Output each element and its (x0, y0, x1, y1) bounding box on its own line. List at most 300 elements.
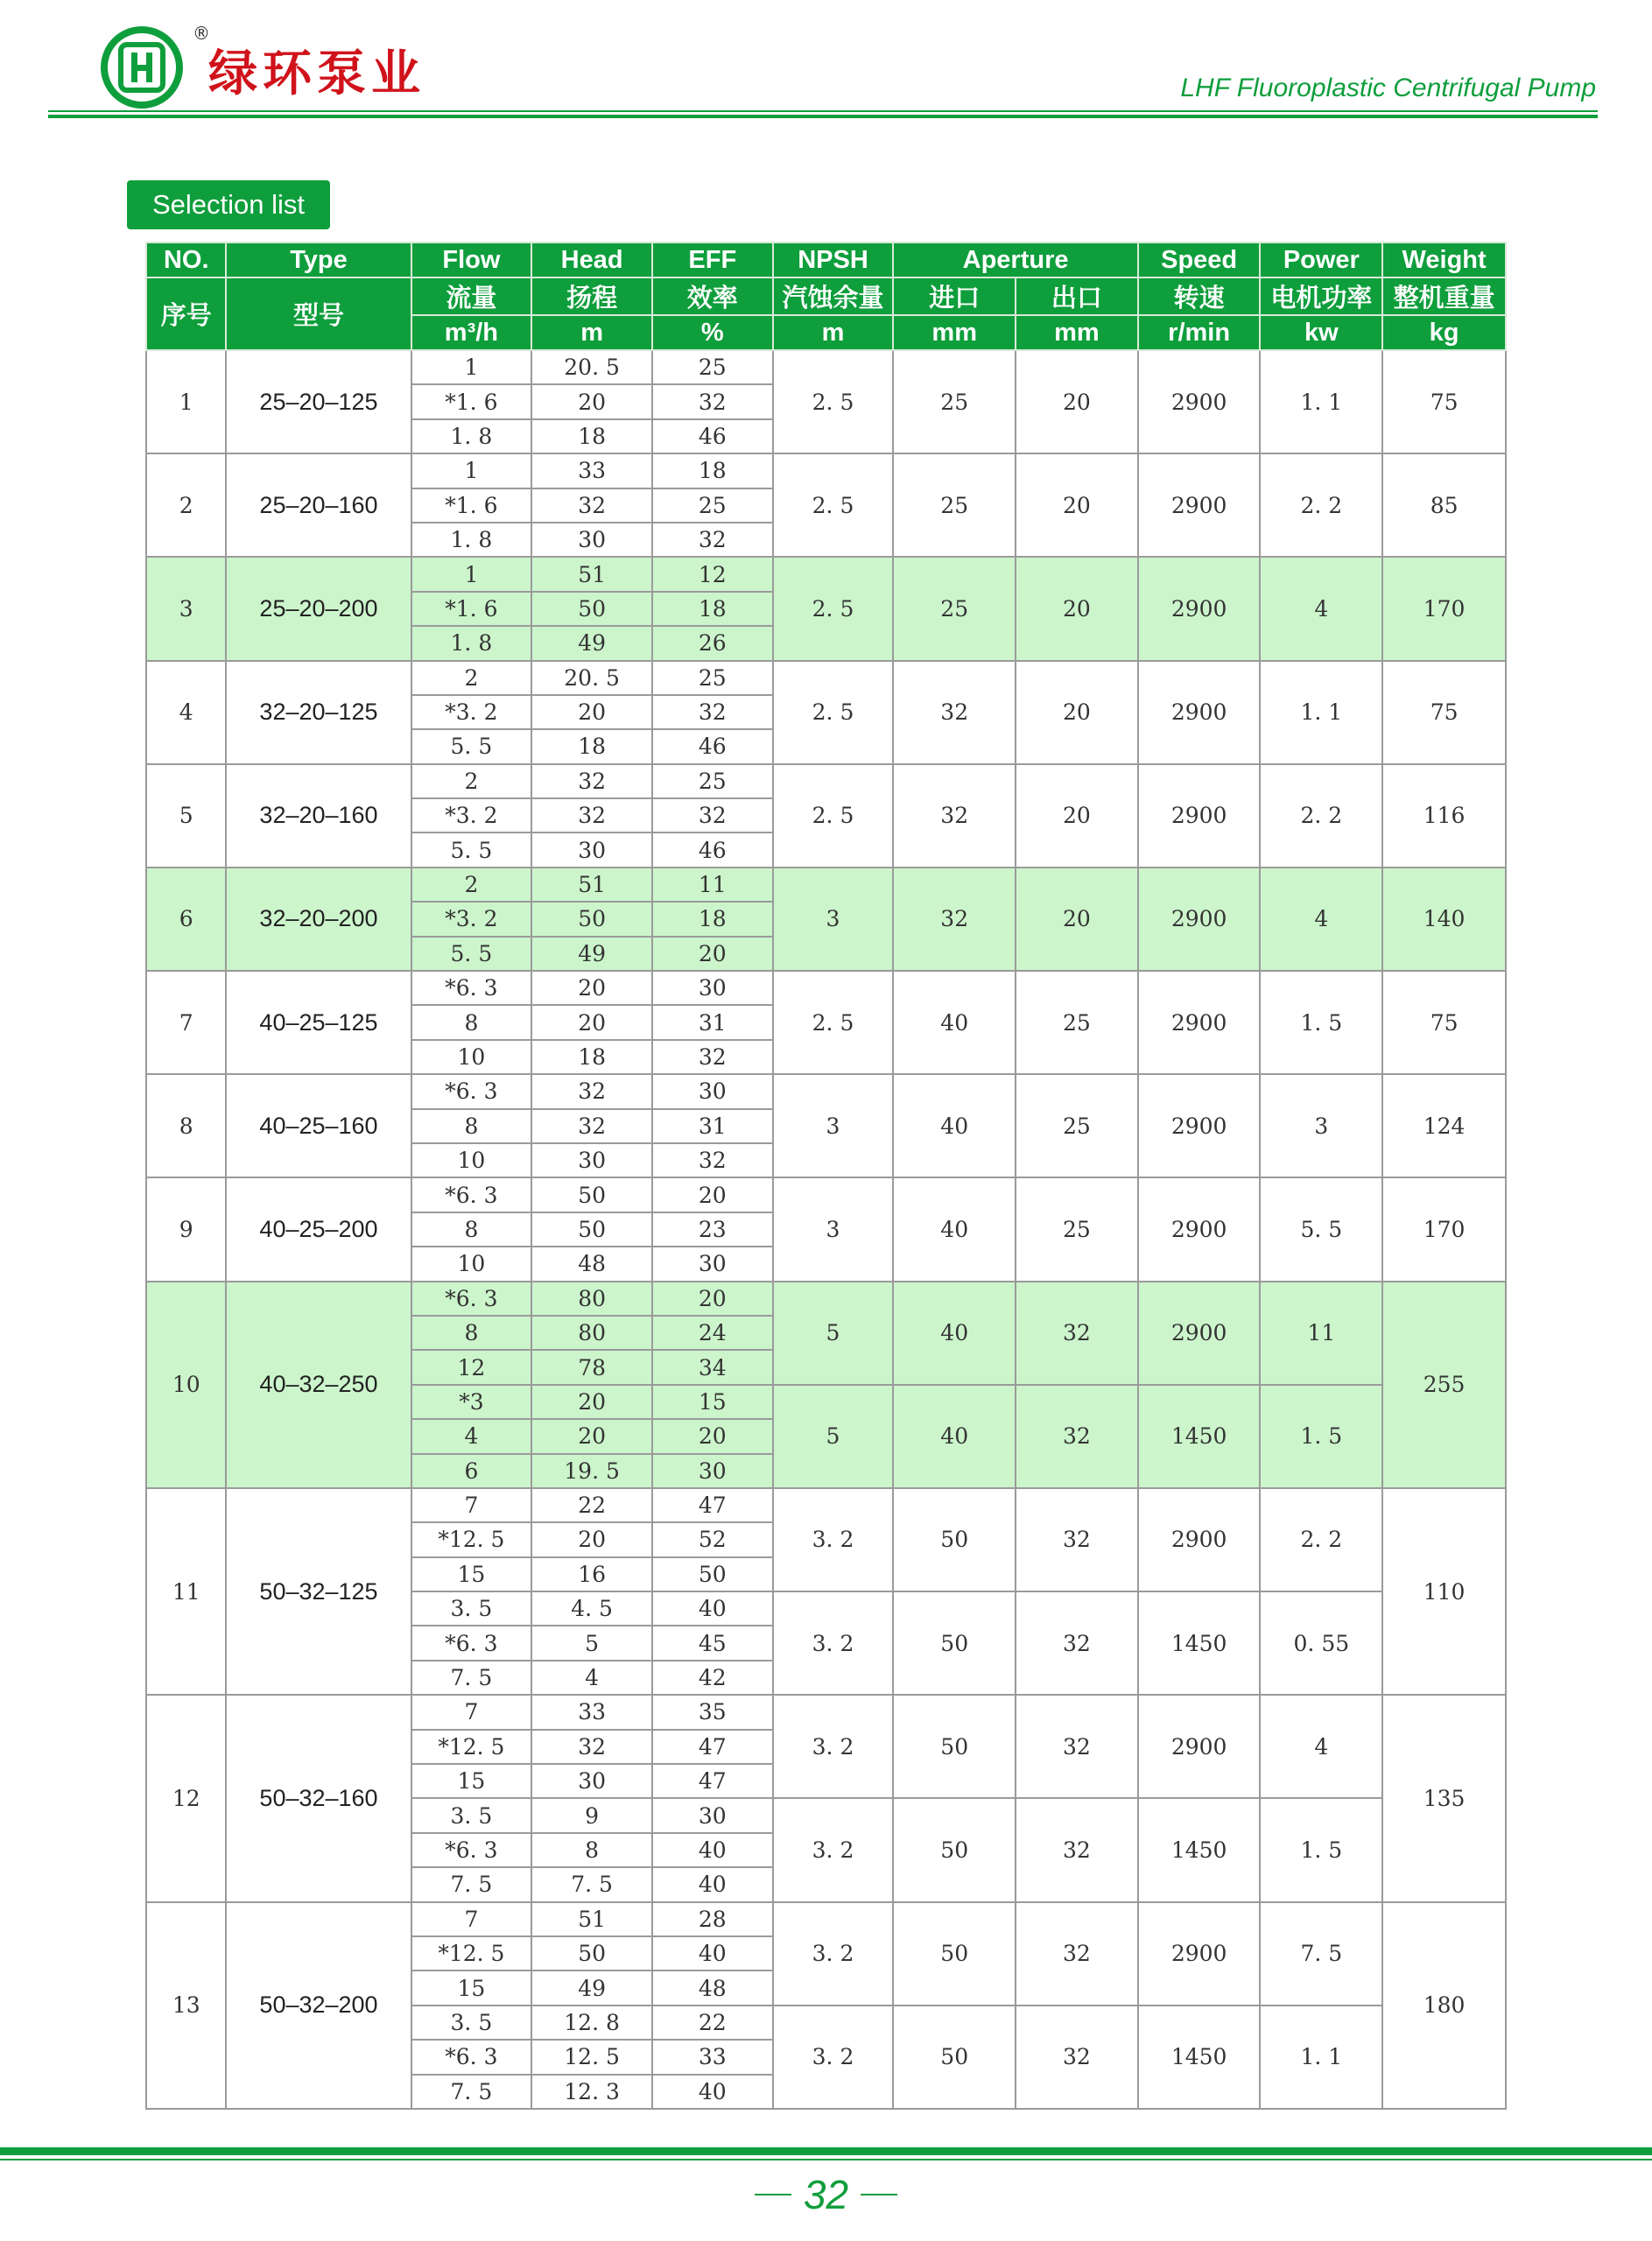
cell-no: 13 (146, 1902, 226, 2109)
cell-eff: 40 (652, 1936, 773, 1971)
cell-flow: 4 (411, 1419, 532, 1453)
cell-head: 5 (531, 1626, 652, 1660)
cell-eff: 18 (652, 453, 773, 488)
cell-eff: 48 (652, 1971, 773, 2005)
cell-flow: 1. 8 (411, 523, 532, 557)
table-row (146, 764, 1506, 798)
cell-head: 12. 8 (531, 2006, 652, 2040)
cell-speed: 2900 (1138, 350, 1261, 453)
cell-outlet: 32 (1016, 1385, 1138, 1488)
cell-head: 80 (531, 1282, 652, 1316)
cell-outlet: 32 (1016, 2006, 1138, 2109)
cell-npsh: 3. 2 (773, 1591, 894, 1695)
cell-no: 3 (146, 557, 226, 660)
col-head: Head (531, 242, 652, 277)
cell-outlet: 25 (1016, 1074, 1138, 1177)
cell-eff: 32 (652, 384, 773, 418)
cell-head: 12. 5 (531, 2040, 652, 2074)
cell-flow: *6. 3 (411, 971, 532, 1005)
unit-eff: % (652, 315, 773, 350)
cell-power: 4 (1260, 557, 1382, 660)
cell-inlet: 50 (893, 1488, 1016, 1591)
cell-head: 49 (531, 626, 652, 660)
cell-no: 10 (146, 1282, 226, 1488)
cell-flow: *12. 5 (411, 1522, 532, 1556)
cell-flow: 8 (411, 1316, 532, 1350)
cell-eff: 32 (652, 695, 773, 729)
cell-flow: 8 (411, 1005, 532, 1039)
cell-type: 32–20–160 (226, 764, 411, 868)
col-eff-cn: 效率 (652, 277, 773, 315)
cell-npsh: 5 (773, 1385, 894, 1488)
col-aperture: Aperture (893, 242, 1137, 277)
cell-outlet: 20 (1016, 764, 1138, 868)
cell-outlet: 32 (1016, 1591, 1138, 1695)
col-speed: Speed (1138, 242, 1261, 277)
cell-eff: 40 (652, 2075, 773, 2109)
cell-flow: 8 (411, 1212, 532, 1247)
cell-flow: 3. 5 (411, 2006, 532, 2040)
cell-speed: 2900 (1138, 868, 1261, 971)
cell-head: 20 (531, 971, 652, 1005)
cell-head: 4 (531, 1661, 652, 1695)
cell-type: 50–32–160 (226, 1695, 411, 1901)
cell-head: 30 (531, 832, 652, 867)
cell-eff: 46 (652, 729, 773, 763)
unit-speed: r/min (1138, 315, 1261, 350)
cell-eff: 47 (652, 1488, 773, 1522)
cell-speed: 2900 (1138, 1282, 1261, 1385)
cell-eff: 31 (652, 1109, 773, 1143)
cell-speed: 1450 (1138, 2006, 1261, 2109)
cell-eff: 47 (652, 1730, 773, 1764)
cell-eff: 25 (652, 764, 773, 798)
cell-speed: 2900 (1138, 1902, 1261, 2006)
product-line-title: LHF Fluoroplastic Centrifugal Pump (1180, 74, 1596, 102)
cell-head: 18 (531, 419, 652, 453)
cell-eff: 34 (652, 1350, 773, 1384)
cell-flow: 15 (411, 1557, 532, 1591)
cell-head: 50 (531, 592, 652, 626)
cell-flow: *1. 6 (411, 592, 532, 626)
cell-flow: 7 (411, 1488, 532, 1522)
cell-type: 25–20–160 (226, 453, 411, 557)
cell-flow: *3. 2 (411, 902, 532, 936)
cell-weight: 170 (1382, 557, 1506, 660)
cell-npsh: 2. 5 (773, 453, 894, 557)
cell-power: 1. 5 (1260, 971, 1382, 1074)
cell-power: 1. 1 (1260, 2006, 1382, 2109)
cell-head: 20 (531, 384, 652, 418)
cell-head: 32 (531, 488, 652, 523)
cell-outlet: 20 (1016, 453, 1138, 557)
cell-npsh: 3. 2 (773, 1798, 894, 1901)
cell-eff: 11 (652, 868, 773, 902)
cell-eff: 28 (652, 1902, 773, 1936)
cell-eff: 35 (652, 1695, 773, 1729)
cell-head: 20 (531, 1522, 652, 1556)
col-flow-cn: 流量 (411, 277, 532, 315)
unit-flow: m³/h (411, 315, 532, 350)
cell-outlet: 32 (1016, 1488, 1138, 1591)
col-type: Type (226, 242, 411, 277)
cell-no: 11 (146, 1488, 226, 1695)
cell-eff: 40 (652, 1867, 773, 1901)
cell-speed: 2900 (1138, 1074, 1261, 1177)
cell-eff: 40 (652, 1591, 773, 1626)
cell-inlet: 40 (893, 1177, 1016, 1281)
cell-flow: *3 (411, 1385, 532, 1419)
cell-head: 20. 5 (531, 350, 652, 384)
col-weight-cn: 整机重量 (1382, 277, 1506, 315)
cell-head: 49 (531, 937, 652, 971)
cell-eff: 18 (652, 902, 773, 936)
cell-power: 2. 2 (1260, 453, 1382, 557)
cell-power: 2. 2 (1260, 1488, 1382, 1591)
cell-head: 9 (531, 1798, 652, 1832)
cell-eff: 18 (652, 592, 773, 626)
cell-head: 20 (531, 1419, 652, 1453)
col-no: NO. (146, 242, 226, 277)
cell-outlet: 32 (1016, 1902, 1138, 2006)
cell-flow: 7 (411, 1695, 532, 1729)
cell-no: 2 (146, 453, 226, 557)
unit-inlet: mm (893, 315, 1016, 350)
cell-weight: 116 (1382, 764, 1506, 868)
table-row (146, 1695, 1506, 1729)
cell-head: 20 (531, 1385, 652, 1419)
brand-name: 绿环泵业 (208, 45, 425, 102)
col-npsh: NPSH (773, 242, 894, 277)
cell-npsh: 3. 2 (773, 1695, 894, 1798)
cell-flow: 7. 5 (411, 1867, 532, 1901)
page-number: 32 (803, 2172, 849, 2217)
cell-outlet: 32 (1016, 1282, 1138, 1385)
table-row (146, 453, 1506, 488)
header-row-en (146, 242, 1506, 277)
cell-eff: 20 (652, 1282, 773, 1316)
cell-type: 25–20–125 (226, 350, 411, 453)
cell-head: 33 (531, 1695, 652, 1729)
cell-inlet: 32 (893, 661, 1016, 764)
unit-power: kw (1260, 315, 1382, 350)
cell-eff: 46 (652, 419, 773, 453)
cell-head: 33 (531, 453, 652, 488)
cell-inlet: 32 (893, 764, 1016, 868)
cell-head: 78 (531, 1350, 652, 1384)
cell-eff: 20 (652, 1177, 773, 1212)
cell-head: 30 (531, 1764, 652, 1798)
cell-flow: 7 (411, 1902, 532, 1936)
cell-weight: 255 (1382, 1282, 1506, 1488)
cell-npsh: 2. 5 (773, 350, 894, 453)
cell-speed: 2900 (1138, 1488, 1261, 1591)
section-label: Selection list (127, 180, 330, 229)
cell-npsh: 5 (773, 1282, 894, 1385)
cell-inlet: 40 (893, 1282, 1016, 1385)
cell-flow: *6. 3 (411, 1177, 532, 1212)
cell-flow: 5. 5 (411, 832, 532, 867)
cell-head: 32 (531, 798, 652, 832)
cell-power: 1. 5 (1260, 1798, 1382, 1901)
cell-npsh: 3 (773, 1177, 894, 1281)
cell-power: 7. 5 (1260, 1902, 1382, 2006)
cell-type: 40–25–160 (226, 1074, 411, 1177)
cell-type: 32–20–200 (226, 868, 411, 971)
cell-speed: 2900 (1138, 661, 1261, 764)
col-weight: Weight (1382, 242, 1506, 277)
cell-eff: 40 (652, 1833, 773, 1867)
cell-inlet: 40 (893, 1074, 1016, 1177)
cell-inlet: 40 (893, 1385, 1016, 1488)
cell-head: 51 (531, 1902, 652, 1936)
cell-npsh: 3. 2 (773, 1902, 894, 2006)
cell-eff: 30 (652, 1247, 773, 1281)
cell-eff: 32 (652, 1143, 773, 1177)
cell-no: 5 (146, 764, 226, 868)
cell-head: 80 (531, 1316, 652, 1350)
table-row (146, 557, 1506, 591)
cell-eff: 20 (652, 937, 773, 971)
cell-head: 32 (531, 1074, 652, 1108)
cell-flow: 15 (411, 1764, 532, 1798)
cell-flow: 2 (411, 764, 532, 798)
table-row (146, 350, 1506, 384)
cell-inlet: 25 (893, 453, 1016, 557)
footer-rule-thick (0, 2147, 1652, 2155)
cell-eff: 24 (652, 1316, 773, 1350)
cell-eff: 23 (652, 1212, 773, 1247)
cell-flow: 3. 5 (411, 1591, 532, 1626)
cell-eff: 30 (652, 1798, 773, 1832)
cell-head: 50 (531, 902, 652, 936)
cell-speed: 2900 (1138, 557, 1261, 660)
cell-power: 1. 1 (1260, 661, 1382, 764)
registered-mark: ® (193, 23, 210, 44)
cell-power: 4 (1260, 868, 1382, 971)
unit-head: m (531, 315, 652, 350)
cell-flow: *6. 3 (411, 1626, 532, 1660)
cell-eff: 31 (652, 1005, 773, 1039)
cell-eff: 25 (652, 350, 773, 384)
cell-flow: 10 (411, 1040, 532, 1074)
cell-eff: 12 (652, 557, 773, 591)
col-outlet-cn: 出口 (1016, 277, 1138, 315)
cell-inlet: 50 (893, 2006, 1016, 2109)
cell-inlet: 50 (893, 1695, 1016, 1798)
unit-npsh: m (773, 315, 894, 350)
col-type-cn: 型号 (226, 277, 411, 350)
cell-weight: 124 (1382, 1074, 1506, 1177)
cell-outlet: 25 (1016, 971, 1138, 1074)
cell-eff: 47 (652, 1764, 773, 1798)
cell-no: 8 (146, 1074, 226, 1177)
col-inlet-cn: 进口 (893, 277, 1016, 315)
cell-npsh: 3. 2 (773, 2006, 894, 2109)
cell-eff: 30 (652, 1454, 773, 1488)
table-row (146, 1177, 1506, 1212)
cell-eff: 30 (652, 1074, 773, 1108)
cell-eff: 26 (652, 626, 773, 660)
cell-no: 9 (146, 1177, 226, 1281)
cell-speed: 1450 (1138, 1591, 1261, 1695)
cell-flow: *1. 6 (411, 384, 532, 418)
cell-flow: *3. 2 (411, 695, 532, 729)
cell-inlet: 25 (893, 350, 1016, 453)
cell-flow: 7. 5 (411, 1661, 532, 1695)
col-no-cn: 序号 (146, 277, 226, 350)
cell-head: 18 (531, 729, 652, 763)
cell-flow: 2 (411, 661, 532, 695)
cell-head: 19. 5 (531, 1454, 652, 1488)
cell-weight: 75 (1382, 971, 1506, 1074)
cell-no: 6 (146, 868, 226, 971)
cell-type: 40–25–200 (226, 1177, 411, 1281)
cell-flow: *3. 2 (411, 798, 532, 832)
cell-head: 32 (531, 764, 652, 798)
cell-flow: *12. 5 (411, 1730, 532, 1764)
cell-inlet: 25 (893, 557, 1016, 660)
cell-flow: *12. 5 (411, 1936, 532, 1971)
cell-head: 30 (531, 523, 652, 557)
cell-flow: 5. 5 (411, 937, 532, 971)
header-rule (48, 110, 1598, 112)
cell-npsh: 2. 5 (773, 557, 894, 660)
cell-eff: 42 (652, 1661, 773, 1695)
cell-eff: 32 (652, 523, 773, 557)
cell-weight: 110 (1382, 1488, 1506, 1695)
cell-power: 0. 55 (1260, 1591, 1382, 1695)
cell-head: 16 (531, 1557, 652, 1591)
cell-eff: 45 (652, 1626, 773, 1660)
cell-speed: 2900 (1138, 764, 1261, 868)
cell-power: 11 (1260, 1282, 1382, 1385)
cell-no: 1 (146, 350, 226, 453)
cell-flow: *6. 3 (411, 2040, 532, 2074)
cell-eff: 32 (652, 1040, 773, 1074)
cell-eff: 30 (652, 971, 773, 1005)
header-row-cn (146, 277, 1506, 315)
cell-eff: 25 (652, 661, 773, 695)
cell-flow: 12 (411, 1350, 532, 1384)
cell-head: 22 (531, 1488, 652, 1522)
cell-head: 30 (531, 1143, 652, 1177)
cell-flow: 1 (411, 453, 532, 488)
cell-speed: 2900 (1138, 453, 1261, 557)
cell-weight: 75 (1382, 350, 1506, 453)
cell-npsh: 2. 5 (773, 764, 894, 868)
cell-inlet: 50 (893, 1591, 1016, 1695)
table-body (146, 350, 1506, 2109)
cell-head: 51 (531, 557, 652, 591)
cell-head: 4. 5 (531, 1591, 652, 1626)
cell-inlet: 40 (893, 971, 1016, 1074)
cell-speed: 1450 (1138, 1798, 1261, 1901)
cell-flow: 7. 5 (411, 2075, 532, 2109)
cell-flow: 3. 5 (411, 1798, 532, 1832)
cell-flow: 15 (411, 1971, 532, 2005)
cell-flow: 6 (411, 1454, 532, 1488)
cell-eff: 22 (652, 2006, 773, 2040)
col-head-cn: 扬程 (531, 277, 652, 315)
table-row (146, 1902, 1506, 1936)
cell-weight: 135 (1382, 1695, 1506, 1901)
footer-rule (0, 2159, 1652, 2160)
cell-flow: 10 (411, 1247, 532, 1281)
cell-power: 4 (1260, 1695, 1382, 1798)
cell-head: 51 (531, 868, 652, 902)
col-npsh-cn: 汽蚀余量 (773, 277, 894, 315)
cell-speed: 2900 (1138, 1695, 1261, 1798)
cell-eff: 52 (652, 1522, 773, 1556)
cell-no: 7 (146, 971, 226, 1074)
cell-flow: *6. 3 (411, 1282, 532, 1316)
cell-head: 18 (531, 1040, 652, 1074)
cell-weight: 75 (1382, 661, 1506, 764)
cell-type: 40–32–250 (226, 1282, 411, 1488)
company-logo-icon (101, 26, 183, 109)
header-rule-thick (48, 115, 1598, 118)
cell-type: 50–32–125 (226, 1488, 411, 1695)
table-row (146, 1488, 1506, 1522)
col-speed-cn: 转速 (1138, 277, 1261, 315)
cell-no: 12 (146, 1695, 226, 1901)
cell-flow: 10 (411, 1143, 532, 1177)
cell-power: 1. 5 (1260, 1385, 1382, 1488)
cell-head: 20 (531, 695, 652, 729)
cell-flow: 1 (411, 350, 532, 384)
cell-power: 3 (1260, 1074, 1382, 1177)
cell-eff: 46 (652, 832, 773, 867)
unit-outlet: mm (1016, 315, 1138, 350)
cell-inlet: 50 (893, 1798, 1016, 1901)
cell-weight: 85 (1382, 453, 1506, 557)
cell-type: 40–25–125 (226, 971, 411, 1074)
col-power-cn: 电机功率 (1260, 277, 1382, 315)
cell-flow: *1. 6 (411, 488, 532, 523)
table-row (146, 661, 1506, 695)
cell-npsh: 3 (773, 1074, 894, 1177)
cell-eff: 25 (652, 488, 773, 523)
cell-flow: 5. 5 (411, 729, 532, 763)
cell-type: 50–32–200 (226, 1902, 411, 2109)
table-row (146, 1282, 1506, 1316)
cell-npsh: 3. 2 (773, 1488, 894, 1591)
cell-outlet: 20 (1016, 661, 1138, 764)
cell-eff: 33 (652, 2040, 773, 2074)
cell-outlet: 32 (1016, 1798, 1138, 1901)
cell-head: 12. 3 (531, 2075, 652, 2109)
table-row (146, 971, 1506, 1005)
cell-head: 48 (531, 1247, 652, 1281)
cell-npsh: 3 (773, 868, 894, 971)
cell-flow: 1. 8 (411, 626, 532, 660)
table-row (146, 868, 1506, 902)
cell-head: 50 (531, 1212, 652, 1247)
cell-no: 4 (146, 661, 226, 764)
cell-npsh: 2. 5 (773, 661, 894, 764)
cell-weight: 170 (1382, 1177, 1506, 1281)
col-flow: Flow (411, 242, 532, 277)
selection-table (145, 242, 1507, 2110)
cell-eff: 32 (652, 798, 773, 832)
cell-type: 32–20–125 (226, 661, 411, 764)
cell-type: 25–20–200 (226, 557, 411, 660)
col-power: Power (1260, 242, 1382, 277)
cell-power: 5. 5 (1260, 1177, 1382, 1281)
col-eff: EFF (652, 242, 773, 277)
cell-inlet: 32 (893, 868, 1016, 971)
